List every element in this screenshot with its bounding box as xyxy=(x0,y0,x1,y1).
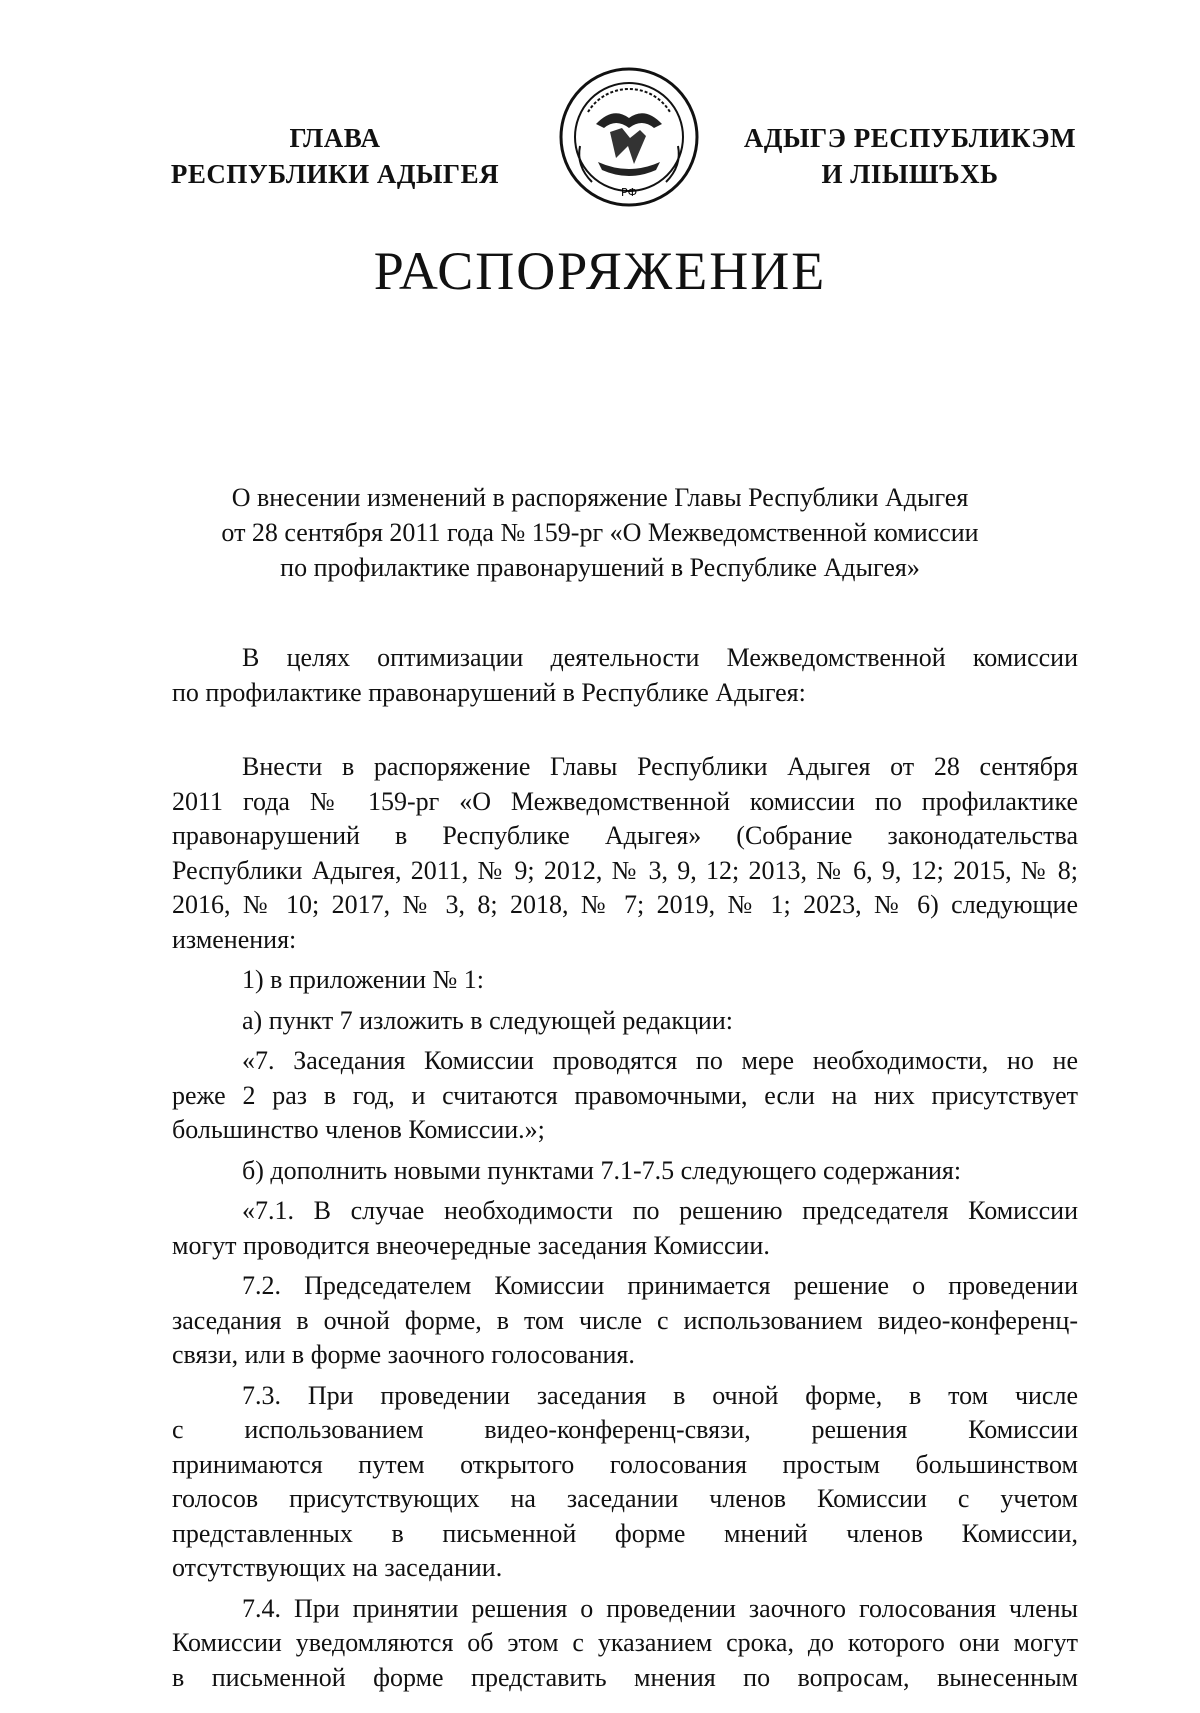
paragraph-line: правонарушений в Республике Адыгея» (Собрание законодательства xyxy=(172,821,1078,850)
paragraph-line: отсутствующих на заседании. xyxy=(172,1553,503,1582)
header-right-line2: И ЛІЫШЪХЬ xyxy=(821,159,999,189)
emblem-text-bottom: РФ xyxy=(620,186,638,199)
paragraph-line: Внести в распоряжение Главы Республики Адыгея от 28 сентября xyxy=(242,752,1078,781)
title-line: О внесении изменений в распоряжение Главы Республики Адыгея xyxy=(231,483,969,512)
paragraph-line: «7. Заседания Комиссии проводятся по мере необходимости, но не xyxy=(242,1046,1078,1075)
header-left-line2: РЕСПУБЛИКИ АДЫГЕЯ xyxy=(170,159,500,189)
paragraph-line: представленных в письменной форме мнений членов Комиссии, xyxy=(172,1518,1078,1548)
paragraph-line: по профилактике правонарушений в Республике Адыгея: xyxy=(172,677,806,707)
paragraph-line: изменения: xyxy=(172,924,297,954)
paragraph-line: 2016, № 10; 2017, № 3, 8; 2018, № 7; 2019, № 1; 2023, № 6) следующие xyxy=(172,890,1078,919)
coat-of-arms-icon xyxy=(558,66,700,208)
paragraph-line: Комиссии уведомляются об этом с указанием срока, до которого они могут xyxy=(172,1628,1078,1657)
list-item: а) пункт 7 изложить в следующей редакции: xyxy=(242,1005,733,1035)
document-body xyxy=(172,641,1078,1695)
header-left-line1: ГЛАВА xyxy=(289,123,381,153)
list-item: 1) в приложении № 1: xyxy=(242,965,485,994)
paragraph-line: большинство членов Комиссии.»; xyxy=(172,1115,545,1144)
paragraph-line: в письменной форме представить мнения по вопросам, вынесенным xyxy=(172,1662,1078,1692)
title-line: от 28 сентября 2011 года № 159-рг «О Межведомственной комиссии xyxy=(221,518,979,547)
header-right-line1: АДЫГЭ РЕСПУБЛИКЭМ xyxy=(743,123,1077,153)
paragraph-line: 7.2. Председателем Комиссии принимается решение о проведении xyxy=(242,1271,1078,1300)
paragraph-line: 2011 года № 159-рг «О Межведомственной комиссии по профилактике xyxy=(172,786,1078,816)
paragraph-line: с использованием видео-конференц-связи, решения Комиссии xyxy=(172,1415,1078,1444)
paragraph-line: могут проводится внеочередные заседания Комиссии. xyxy=(172,1230,770,1260)
header-right xyxy=(720,120,1100,192)
paragraph-line: принимаются путем открытого голосования простым большинством xyxy=(172,1449,1078,1479)
paragraph-line: голосов присутствующих на заседании членов Комиссии с учетом xyxy=(172,1484,1078,1513)
paragraph-line: 7.3. При проведении заседания в очной форме, в том числе xyxy=(242,1380,1078,1410)
paragraph-line: В целях оптимизации деятельности Межведомственной комиссии xyxy=(242,643,1078,672)
document-title xyxy=(150,480,1050,585)
title-line: по профилактике правонарушений в Республике Адыгея» xyxy=(280,553,920,582)
paragraph-line: 7.4. При принятии решения о проведении заочного голосования члены xyxy=(242,1593,1078,1623)
paragraph-line: реже 2 раз в год, и считаются правомочными, если на них присутствует xyxy=(172,1080,1078,1110)
paragraph-line: Республики Адыгея, 2011, № 9; 2012, № 3, 9, 12; 2013, № 6, 9, 12; 2015, № 8; xyxy=(172,855,1078,885)
list-item: б) дополнить новыми пунктами 7.1-7.5 следующего содержания: xyxy=(242,1155,962,1185)
document-type-heading: РАСПОРЯЖЕНИЕ xyxy=(373,241,827,301)
header-left xyxy=(150,120,520,192)
paragraph-line: заседания в очной форме, в том числе с использованием видео-конференц- xyxy=(172,1305,1078,1335)
paragraph-line: связи, или в форме заочного голосования. xyxy=(172,1340,635,1369)
paragraph-line: «7.1. В случае необходимости по решению председателя Комиссии xyxy=(242,1196,1078,1225)
